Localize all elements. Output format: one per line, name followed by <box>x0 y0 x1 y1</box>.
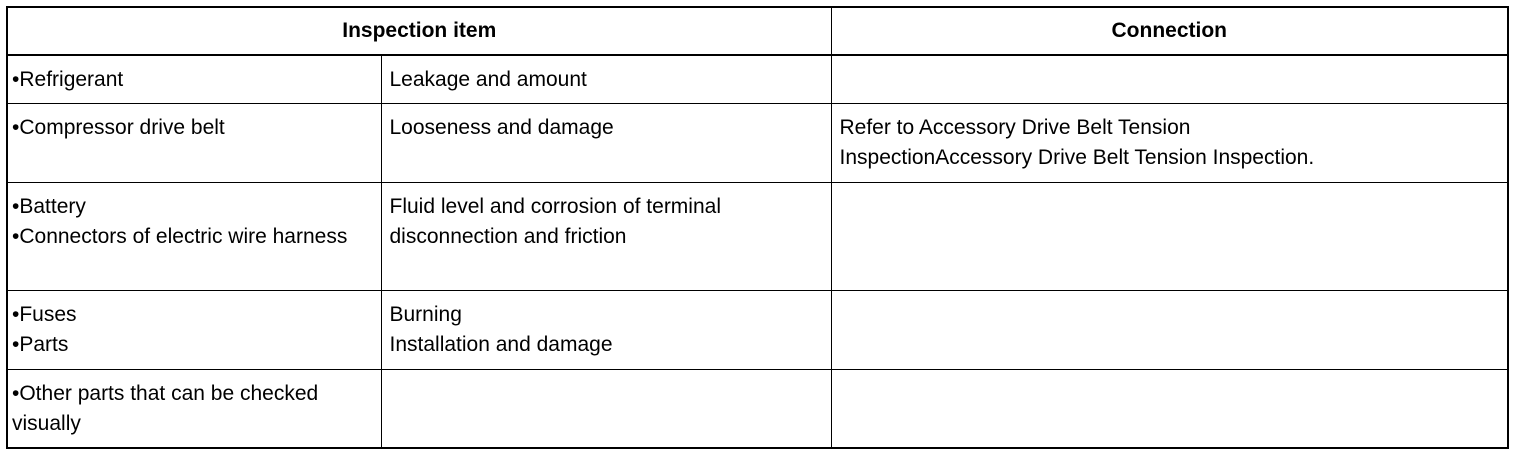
connection-cell <box>831 104 1508 183</box>
detail-cell <box>381 291 831 370</box>
item-line: •Refrigerant <box>12 68 124 91</box>
connection-line: InspectionAccessory Drive Belt Tension Inspection. <box>839 146 1315 169</box>
item-cell <box>7 370 381 449</box>
connection-line: Refer to Accessory Drive Belt Tension <box>839 116 1191 139</box>
detail-cell <box>381 183 831 291</box>
detail-line: disconnection and friction <box>389 225 627 248</box>
item-line: •Battery <box>12 195 86 218</box>
detail-cell <box>381 370 831 449</box>
detail-cell <box>381 104 831 183</box>
detail-line: Leakage and amount <box>389 68 587 91</box>
item-line: •Fuses <box>12 303 77 326</box>
table-row <box>7 104 1508 183</box>
item-line: •Other parts that can be checked visually <box>12 382 319 435</box>
connection-cell <box>831 183 1508 291</box>
item-line: •Parts <box>12 333 69 356</box>
table-row <box>7 55 1508 104</box>
item-line: •Compressor drive belt <box>12 116 225 139</box>
table-row <box>7 370 1508 449</box>
inspection-table <box>6 6 1509 449</box>
detail-line: Looseness and damage <box>389 116 614 139</box>
connection-cell <box>831 291 1508 370</box>
detail-line: Installation and damage <box>389 333 613 356</box>
detail-cell <box>381 55 831 104</box>
header-connection: Connection <box>831 7 1508 55</box>
item-cell <box>7 183 381 291</box>
table-row <box>7 183 1508 291</box>
table-header-row <box>7 7 1508 55</box>
connection-cell <box>831 370 1508 449</box>
item-cell <box>7 291 381 370</box>
item-cell <box>7 55 381 104</box>
item-line: •Connectors of electric wire harness <box>12 225 348 248</box>
detail-line: Fluid level and corrosion of terminal <box>389 195 721 218</box>
item-cell <box>7 104 381 183</box>
table-row <box>7 291 1508 370</box>
connection-cell <box>831 55 1508 104</box>
detail-line: Burning <box>389 303 462 326</box>
header-inspection-item: Inspection item <box>7 7 831 55</box>
